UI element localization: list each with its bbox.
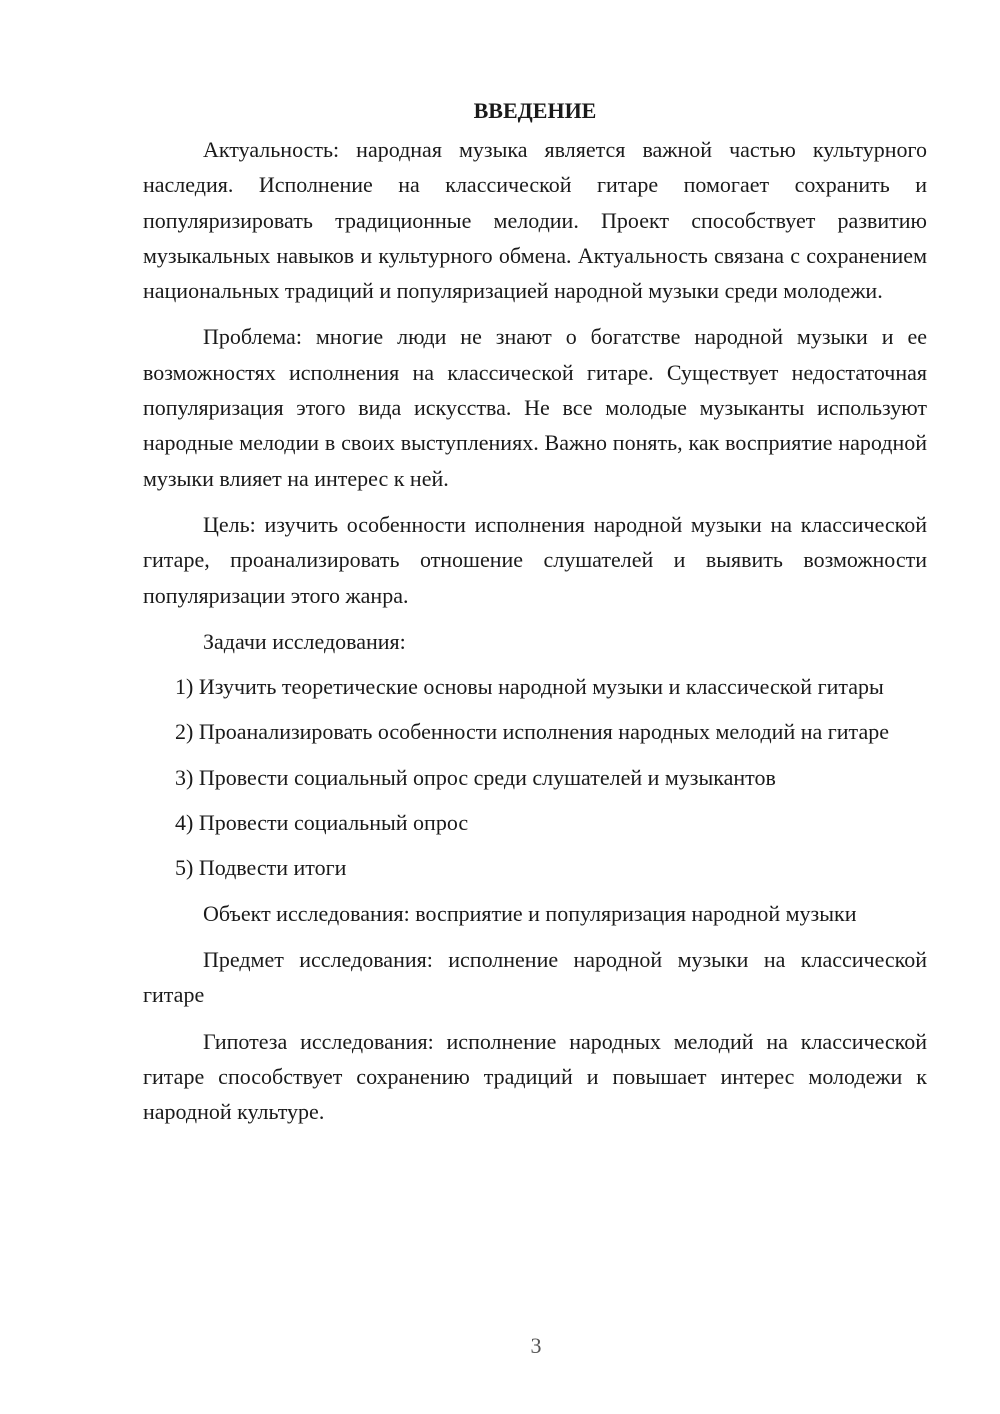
section-heading: ВВЕДЕНИЕ [473, 98, 597, 123]
problem-paragraph: Проблема: многие люди не знают о богатстве народной музыки и ее возможностях исполнения на классической гитаре. Существует недостаточная популяризация этого вида искусства. Не все молодые музыканты используют народные мелодии в своих выступлениях. Важно понять, как восприятие народной музыки влияет на интерес к ней. [143, 324, 927, 491]
subject-paragraph: Предмет исследования: исполнение народной музыки на классической гитаре [143, 946, 927, 1008]
hypothesis-paragraph: Гипотеза исследования: исполнение народных мелодий на классической гитаре способствует сохранению традиций и повышает интерес молодежи к народной культуре. [143, 1028, 927, 1125]
list-item: 2) Проанализировать особенности исполнения народных мелодий на гитаре [175, 719, 889, 745]
goal-paragraph: Цель: изучить особенности исполнения народной музыки на классической гитаре, проанализировать отношение слушателей и выявить возможности популяризации этого жанра. [143, 511, 927, 608]
list-item: 3) Провести социальный опрос среди слушателей и музыкантов [175, 764, 776, 790]
list-item: 4) Провести социальный опрос [175, 810, 469, 836]
object-paragraph: Объект исследования: восприятие и популяризация народной музыки [203, 900, 857, 926]
list-item: 5) Подвести итоги [175, 855, 347, 881]
page-number: 3 [530, 1333, 542, 1358]
document-page [143, 96, 927, 1140]
tasks-list [143, 669, 927, 885]
tasks-title: Задачи исследования: [203, 628, 406, 654]
list-item: 1) Изучить теоретические основы народной музыки и классической гитары [175, 674, 884, 700]
relevance-paragraph: Актуальность: народная музыка является важной частью культурного наследия. Исполнение на классической гитаре помогает сохранить и популяризировать традиционные мелодии. Проект способствует развитию музыкальных навыков и культурного обмена. Актуальность связана с сохранением национальных традиций и популяризацией народной музыки среди молодежи. [143, 137, 927, 304]
